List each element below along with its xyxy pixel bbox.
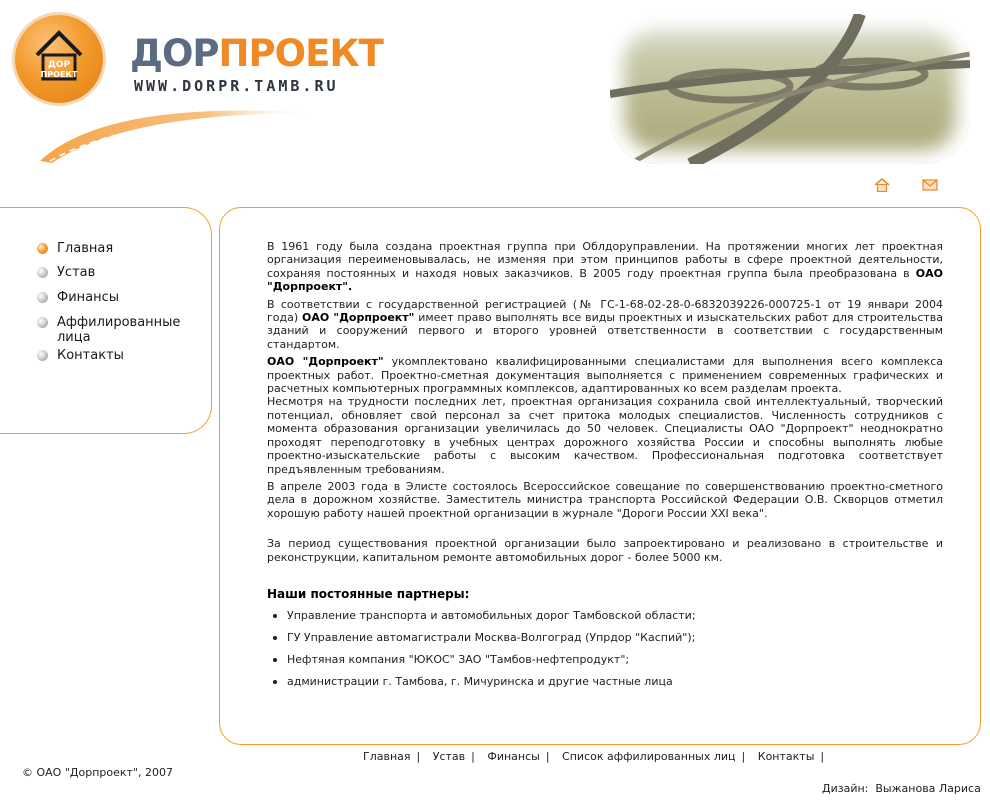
svg-text:ПРОЕКТ: ПРОЕКТ bbox=[40, 70, 78, 79]
home-icon[interactable] bbox=[874, 178, 890, 192]
svg-text:ДОР: ДОР bbox=[47, 60, 71, 70]
bullet-active-icon bbox=[37, 243, 48, 254]
logo-house-icon bbox=[15, 15, 103, 103]
paragraph-registration: В соответствии с государственной регистрацией (№ ГС-1-68-02-28-0-6832039226-000725-1 от 19 январи 2004 года) ОАО "Дорпроект" имеет право выполнять все виды проектных и изыскательских работ для строительства зданий и сооружений первого и второго уровней ответственности в соответствии с государственным стандартом. bbox=[267, 297, 943, 351]
menu-item-contacts[interactable] bbox=[37, 348, 197, 363]
menu-item-label: Аффилированные лица bbox=[57, 315, 181, 345]
footer-link-finance[interactable]: Финансы bbox=[487, 750, 540, 763]
main-content bbox=[267, 240, 943, 697]
menu-item-label: Главная bbox=[57, 241, 114, 256]
bullet-icon bbox=[37, 267, 48, 278]
brand-name bbox=[130, 34, 383, 74]
footer-nav: Главная | Устав | Финансы | Список аффилированных лиц | Контакты | bbox=[363, 750, 825, 763]
footer-link-home[interactable]: Главная bbox=[363, 750, 411, 763]
menu-item-affiliates[interactable] bbox=[37, 315, 197, 345]
footer-link-charter[interactable]: Устав bbox=[432, 750, 466, 763]
road-swoosh-decoration bbox=[30, 95, 330, 170]
footer-link-contacts[interactable]: Контакты bbox=[757, 750, 815, 763]
paragraph-conference: В апреле 2003 года в Элисте состоялось Всероссийское совещание по совершенствованию проектно-сметного дела в дорожном хозяйстве. Заместитель министра транспорта Российской Федерации О.В. Скворцов отметил хорошую работу нашей проектной организации в журнале "Дороги России XXI века". bbox=[267, 479, 943, 520]
paragraph-staff: ОАО "Дорпроект" укомплектовано квалифицированными специалистами для выполнения всего комплекса проектных работ. Проектно-сметная документация выполняется с применением современных графических и расчетных компьютерных программных комплексов, адаптированных ко всем разделам проекта. Несмотря на трудности последних лет, проектная организация сохранила свой интеллектуальный, творческий потенциал, обновляет свой персонал за счет притока молодых специалистов. Численность сотрудников с момента образования организации увеличилась до 50 человек. Специалисты ОАО "Дорпроект" неоднократно проходят переподготовку в учебных центрах дорожного хозяйства России и способны выполнять любые проектно-изыскательские работы с высоким качеством. Профессиональная подготовка соответствует предъявленным требованиям. bbox=[267, 355, 943, 476]
bullet-icon bbox=[37, 292, 48, 303]
list-item: ГУ Управление автомагистрали Москва-Волгоград (Упрдор "Каспий"); bbox=[267, 631, 943, 644]
menu-item-home[interactable] bbox=[37, 241, 197, 256]
paragraph-achievements: За период существования проектной организации было запроектировано и реализовано в строительстве и реконструкции, капитальном ремонте автомобильных дорог - более 5000 км. bbox=[267, 537, 943, 564]
logo[interactable] bbox=[15, 15, 103, 103]
list-item: Управление транспорта и автомобильных дорог Тамбовской области; bbox=[267, 609, 943, 622]
menu-item-label: Устав bbox=[57, 265, 96, 280]
brand-url[interactable]: WWW.DORPR.TAMB.RU bbox=[134, 77, 339, 95]
copyright: © ОАО "Дорпроект", 2007 bbox=[22, 766, 173, 779]
partners-heading: Наши постоянные партнеры: bbox=[267, 586, 470, 601]
brand-part1: ДОР bbox=[130, 32, 219, 75]
design-credit: Дизайн: Выжанова Лариса bbox=[822, 782, 981, 795]
footer-link-affiliates[interactable]: Список аффилированных лиц bbox=[562, 750, 736, 763]
menu-item-charter[interactable] bbox=[37, 265, 197, 280]
partners-list bbox=[267, 609, 943, 688]
list-item: администрации г. Тамбова, г. Мичуринска и другие частные лица bbox=[267, 675, 943, 688]
list-item: Нефтяная компания "ЮКОС" ЗАО "Тамбов-нефтепродукт"; bbox=[267, 653, 943, 666]
paragraph-history: В 1961 году была создана проектная группа при Облдоруправлении. На протяжении многих лет проектная организация переименовывалась, не изменяя при этом принципов работы в сфере проектной деятельности, сохраняя постоянных и находя новых заказчиков. В 2005 году проектная группа была преобразована в ОАО "Дорпроект". bbox=[267, 240, 943, 294]
menu-item-label: Финансы bbox=[57, 290, 120, 305]
menu-item-finance[interactable] bbox=[37, 290, 197, 305]
menu-item-label: Контакты bbox=[57, 348, 124, 363]
header-photo-highway bbox=[610, 14, 970, 164]
mail-icon[interactable] bbox=[922, 178, 938, 192]
brand-part2: ПРОЕКТ bbox=[218, 32, 383, 75]
bullet-icon bbox=[37, 317, 48, 328]
bullet-icon bbox=[37, 350, 48, 361]
